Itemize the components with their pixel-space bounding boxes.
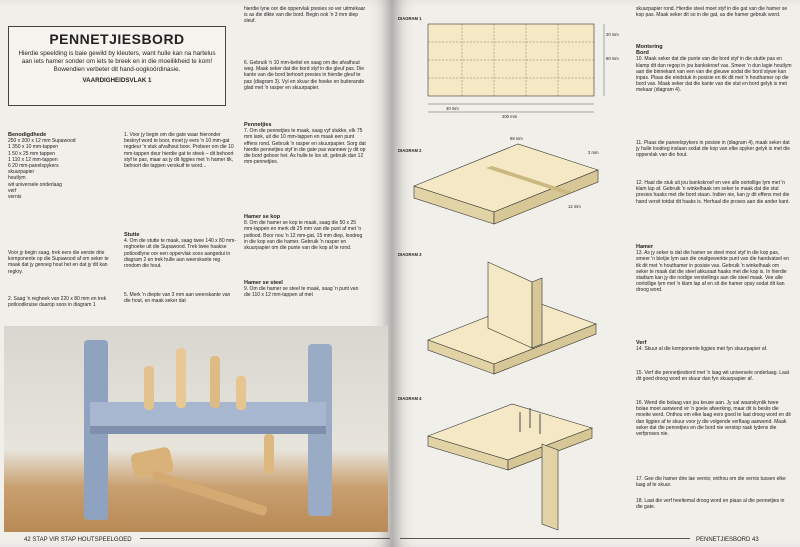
title-box <box>8 26 226 106</box>
step-13: 13. As jy seker is dat die hamer se steel mooi styf in die kop pas, smeer 'n bietjie lym aan die onafgewerkte punt van die handvatsel en tik dit met 'n houthamer in posisie vas. Gebruik 'n winkelhaak om seker te maak dat die steel akkuraat haaks met die kop is. In hierdie stadium kan jy die nodige verstellings aan die steel maak. Vee alle oortollige lym met 'n klam lap af en sit die hamer opsy sodat dit kan droog word. <box>636 250 789 294</box>
material-item: houtlym <box>8 175 26 182</box>
material-item: 1 350 x 10 mm-tappen <box>8 144 59 151</box>
step-4: 4. Om die stutte te maak, saag twee 140 x 80 mm-reghoeke uit die Supawood. Trek twee haakse potloodlyne oor een oppervlak soos aangedui in diagram 2 en trek hulle aan weerskante reg rondom die hout. <box>124 238 236 270</box>
dim-3-label: 3 mm <box>588 150 599 155</box>
product-photo <box>4 326 388 532</box>
pennetjies-heading: Pennetjies <box>244 122 272 128</box>
left-footer-rule <box>140 538 390 539</box>
dim-68-label: 68 mm <box>510 136 523 141</box>
step-12: 12. Haal die stuk uit jou bankskroef en vee alle oortollige lym met 'n klam lap af. Gebruik 'n winkelhaak om seker te maak dat die stut presies haaks met die bord staan. Indien nie, kan jy dit effens met die hand versit totdat dit haaks is. Herhaal die proses aan die ander kant. <box>636 180 790 205</box>
diagram-1-label: DIAGRAM 1 <box>398 16 422 21</box>
step-14: 14. Skuur al die komponente liggies met fyn skuurpapier af. <box>636 346 768 353</box>
step-3-cont: hierdie lyne oor die oppervlak presies so ver uitmekaar is as die dikte van die bord. Begin ook 'n 3 mm diep sleuf. <box>244 6 366 25</box>
pennetjies-section <box>244 122 366 165</box>
material-item: 1 50 x 25 mm tappen <box>8 150 55 157</box>
page-title: PENNETJIESBORD <box>49 31 185 47</box>
hamer-steel-section <box>244 280 366 299</box>
verf-section <box>636 340 792 352</box>
dim-80-label: 80 mm <box>606 56 619 61</box>
dim-20-label: 20 mm <box>606 32 619 37</box>
step-17: 17. Gee die hamer drie lae vernis; onthou om die vernis tussen elke laag af te skuur. <box>636 476 786 489</box>
diagram-4-label: DIAGRAM 4 <box>398 396 422 401</box>
intro-text: Hierdie speelding is baie gewild by kleuters, want hulle kan na hartelus aan iets hamer sonder om iets te breek en in die moeilikheid te kom! Bowendien verbeter dit hand-oogkoördinasie. <box>18 50 216 73</box>
hamer-steel-heading: Hamer se steel <box>244 280 283 286</box>
montering-section <box>636 44 792 94</box>
bord-heading: Bord <box>636 50 649 57</box>
hamer-kop-section <box>244 214 366 251</box>
right-page <box>392 0 800 547</box>
step-2: 2. Saag 'n reghoek van 220 x 80 mm en trek potloodkruise daarop soos in diagram 1 <box>8 296 107 309</box>
materials-heading: Benodigdhede <box>8 132 47 138</box>
material-item: 6 20 mm-panelspykers <box>8 163 59 170</box>
step-7: 7. Om die pennetjies te maak, saag vyf stukke, elk 75 mm lank, uit die 10 mm-tappen en maak een punt effens rond. Gebruik 'n rasper en skuurpapier. Sorg dat hierdie pennetjies styf in die gate pas wanneer jy dit op die bord geboor het. As hulle te los sit, gebruik dan 12 mm-pennetjies. <box>244 128 366 166</box>
step-10: 10. Maak seker dat die punte van die bord styf in die stutte pas en klamp dit dan regop in jou bankskroef vas. Smeer 'n dun lagie houtlym aan die binnekant van een van die gleuwe sodat die bord stywe kan inpas. Plaas die eindstuk in posisie en tik dit met 'n houthamer op die bord vas. Maak seker dat die kante van die stut en bord gelyk is met mekaar (diagram 4). <box>636 56 792 94</box>
step-15: 15. Verf die pennetjiesbord met 'n laag wit universele onderlaag. Laat dit goed droog word en skuur dan fyn skuurpapier af. <box>636 370 789 383</box>
right-footer: PENNETJIESBORD 43 <box>696 537 759 543</box>
hamer-section <box>636 244 792 294</box>
step-8: 8. Om die hamer se kop te maak, saag die 50 x 25 mm-tappen en merk dit 25 mm van die punt af met 'n potlood. Boor nou 'n 12 mm-gat, 15 mm diep, loodreg in die kop van die hamer. Gebruik 'n rasper en skuurpapier om die punte van die kop af te rond. <box>244 220 363 252</box>
material-item: skuurpapier <box>8 169 35 176</box>
right-footer-rule <box>400 538 690 539</box>
step-5: 5. Merk 'n diepte van 3 mm aan weerskante van die hout, en maak seker dat <box>124 292 231 305</box>
stutte-heading: Stutte <box>124 232 140 238</box>
dim-12-label: 12 mm <box>568 204 581 209</box>
peg-board-illustration <box>4 326 388 532</box>
material-item: 250 x 200 x 12 mm Supawood <box>8 138 76 145</box>
materials-list <box>8 132 118 200</box>
diagram-2-label: DIAGRAM 2 <box>398 148 422 153</box>
left-footer: 42 STAP VIR STAP HOUTSPEELGOED <box>24 537 132 543</box>
step-1: 1. Voor jy begin om die gate waar hieronder beskryf word te boor, moet jy eers 'n 10 mm-gat regdeur 'n stuk afvalhout boor. Probeer om die 10 mm-tappen deur hierdie gat te steek – dit behoort styf te pas, maar as jy dit liggies met 'n hamer tik, behoort die tappen verskuif te word... <box>124 132 234 170</box>
step-16: 16. Wend die bolaag van jou keuse aan. Jy sal waarskynlik twee bolae moet aanwend vir 'n goeie afwerking, maar dit is beslis die moeite werd. Onthou om elke laag eers goed te laat droog word en dit dan liggies af te skuur voor jy die volgende verflaag aanwend. Maak seker dat die pennetjies en die bord nie verstop raak tydens die verfproses nie. <box>636 400 791 438</box>
left-page <box>0 0 392 547</box>
dim-200-label: 200 mm <box>502 114 518 119</box>
step-11: 11. Plaas die paneelspykers in posisie in (diagram 4), maak seker dat jy hulle loodreg inslaan sodat die kop van elke spyker gelyk is met die oppervlak van die hout. <box>636 140 790 159</box>
step-6: 6. Gebruik 'n 10 mm-beitel en saag om die afvalhout weg. Maak seker dat die bord styf in die gleuf pas. Die kante van die bord behoort presies in hierdie gleuf te pas (diagram 3). Vyl en skuur die hoeke en buiterande glad met 'n rasper en skuurpapier. <box>244 60 365 91</box>
material-item: verf <box>8 187 17 194</box>
diagram-3-label: DIAGRAM 3 <box>398 252 422 257</box>
material-item: wit universele onderlaag <box>8 181 62 188</box>
step-18: 18. Laat die verf heeltemal droog word en plaas al die pennetjies in die gate. <box>636 498 785 511</box>
skill-level: VAARDIGHEIDSVLAK 1 <box>82 77 152 84</box>
montering-heading: Montering <box>636 44 663 50</box>
material-item: 1 110 x 12 mm-tappen <box>8 156 58 163</box>
hamer-heading: Hamer <box>636 244 654 250</box>
stutte-section <box>124 232 236 269</box>
hamer-steel-cont: skuurpapier rond. Hierdie steel moet styf in die gat van die hamer se kop pas. Maak seker dit so in die gat, as die hamer gebruik word. <box>636 6 788 19</box>
material-item: vernis <box>8 194 22 201</box>
verf-heading: Verf <box>636 340 647 346</box>
dim-40-label: 40 mm <box>446 106 459 111</box>
step-intro: Voor jy begin saag, trek eers die eerste drie komponente op die Supawood af om seker te maak dat jy genoeg hout het en dat jy dit kan regkry. <box>8 250 109 275</box>
hamer-kop-heading: Hamer se kop <box>244 214 281 220</box>
step-9: 9. Om die hamer se steel te maak, saag 'n punt van die 110 x 12 mm-tappen af met <box>244 286 359 299</box>
